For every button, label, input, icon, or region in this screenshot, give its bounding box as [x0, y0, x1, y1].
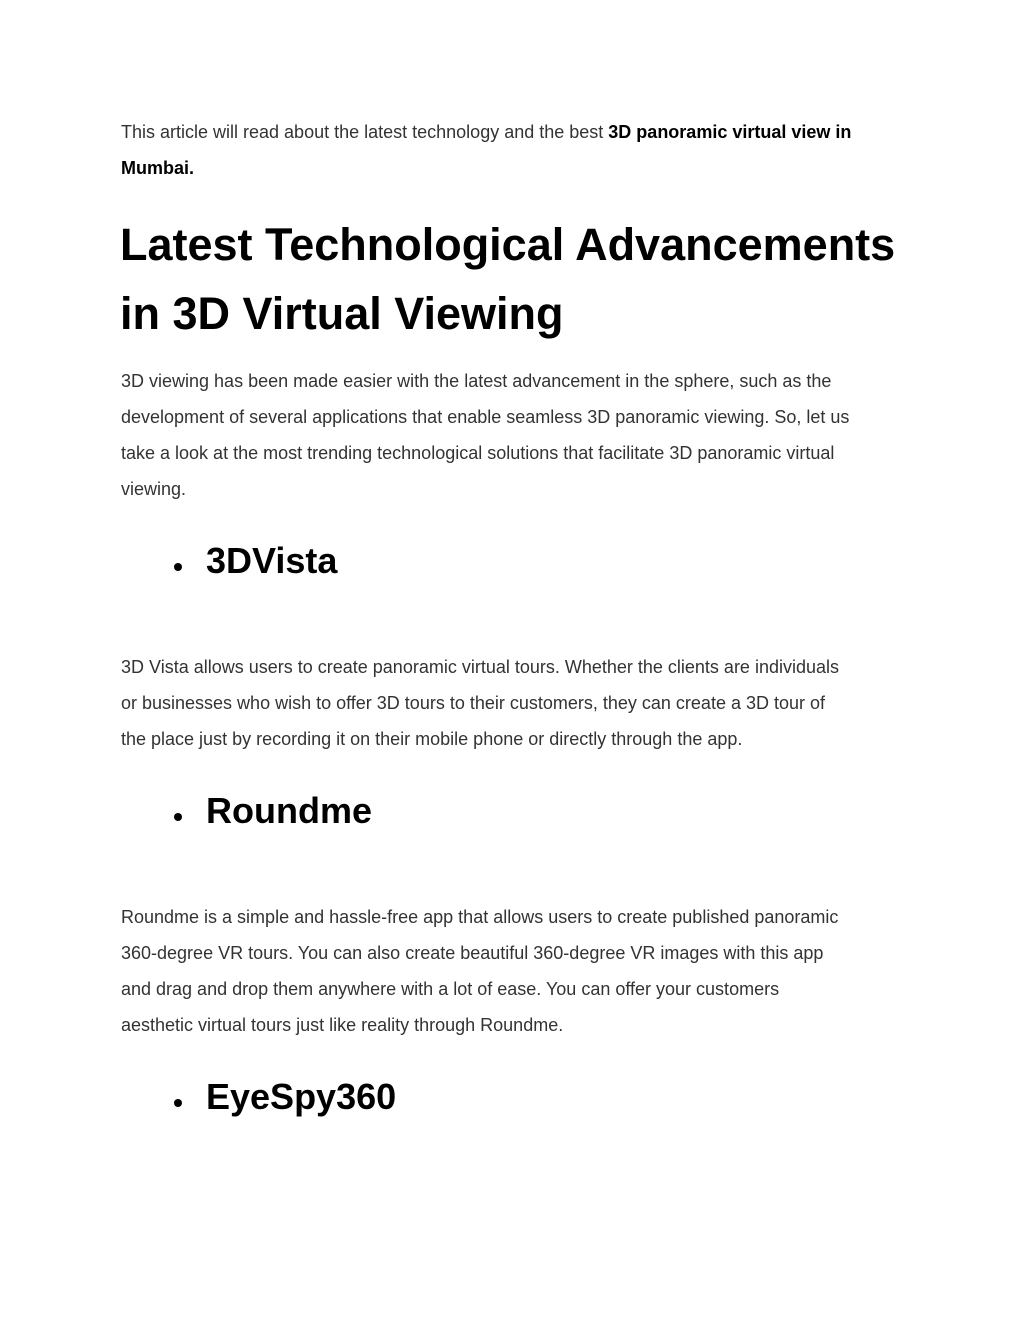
bullet-icon: [174, 1099, 182, 1107]
section-paragraph-roundme: [121, 899, 911, 1043]
section-line: or businesses who wish to offer 3D tours to their customers, they can create a 3D tour of: [121, 693, 826, 713]
section-line: and drag and drop them anywhere with a lot of ease. You can offer your customers: [121, 979, 780, 999]
body-intro-line: viewing.: [121, 479, 187, 499]
body-intro-line: 3D viewing has been made easier with the latest advancement in the sphere, such as the: [121, 371, 832, 391]
list-item-eyespy360: [174, 1077, 396, 1117]
article-heading: [120, 210, 940, 348]
article-heading-line-1: Latest Technological Advancements: [120, 219, 896, 270]
body-intro-line: development of several applications that enable seamless 3D panoramic viewing. So, let us: [121, 407, 850, 427]
intro-end-punctuation: .: [189, 158, 195, 178]
intro-bold-text: 3D panoramic virtual view in Mumbai: [121, 122, 852, 178]
section-title-roundme: Roundme: [206, 790, 372, 831]
bullet-icon: [174, 563, 182, 571]
section-line: the place just by recording it on their mobile phone or directly through the app.: [121, 729, 743, 749]
section-line: aesthetic virtual tours just like reality through Roundme.: [121, 1015, 564, 1035]
section-line: Roundme is a simple and hassle-free app that allows users to create published panoramic: [121, 907, 839, 927]
section-line: 360-degree VR tours. You can also create beautiful 360-degree VR images with this app: [121, 943, 824, 963]
body-intro-line: take a look at the most trending technological solutions that facilitate 3D panoramic virtual: [121, 443, 835, 463]
article-heading-line-2: in 3D Virtual Viewing: [120, 288, 564, 339]
bullet-icon: [174, 813, 182, 821]
section-line: 3D Vista allows users to create panoramic virtual tours. Whether the clients are individuals: [121, 657, 839, 677]
intro-paragraph: [121, 114, 911, 186]
list-item-roundme: [174, 791, 372, 831]
list-item-3dvista: [174, 541, 337, 581]
section-title-3dvista: 3DVista: [206, 540, 338, 581]
intro-text: This article will read about the latest technology and the best: [121, 122, 609, 142]
section-paragraph-3dvista: [121, 649, 911, 757]
body-intro-paragraph: [121, 363, 911, 507]
section-title-eyespy360: EyeSpy360: [206, 1076, 397, 1117]
